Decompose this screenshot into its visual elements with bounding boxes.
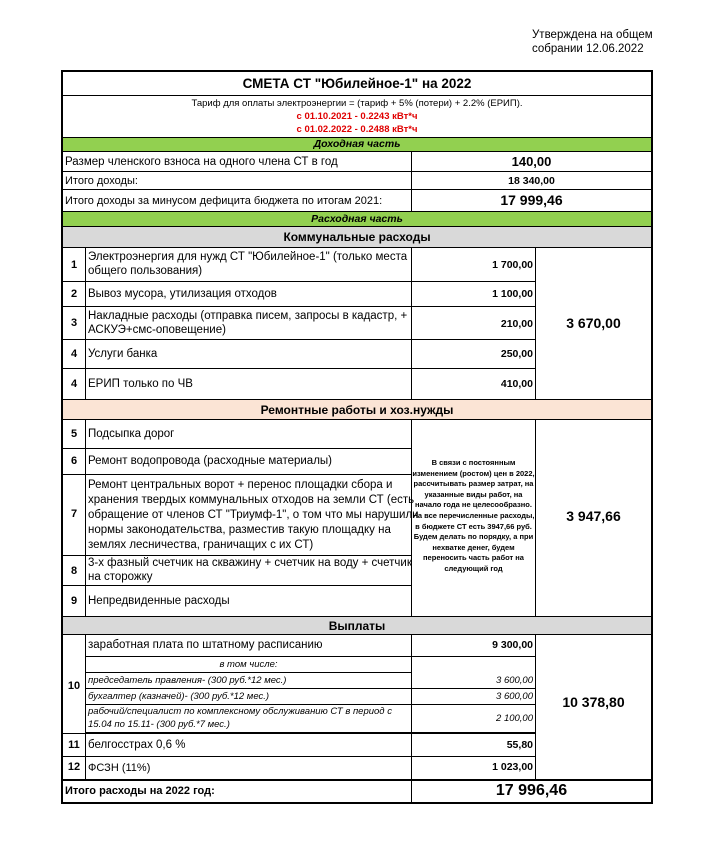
- expense-header: [63, 212, 651, 227]
- row-number: 7: [70, 508, 78, 520]
- payouts-total: 10 378,80: [562, 694, 625, 710]
- utilities-header-label: Коммунальные расходы: [283, 230, 431, 244]
- note-line: На все перечисленные расходы,: [412, 510, 535, 520]
- row-label: 15.04 по 15.11- (300 руб.*7 мес.): [88, 719, 230, 730]
- including-label: в том числе:: [219, 659, 278, 670]
- note-line: переносить часть работ на: [423, 553, 524, 563]
- row-value: 210,00: [500, 318, 533, 330]
- repair-row: [63, 420, 412, 449]
- row-label: Подсыпка дорог: [88, 428, 175, 440]
- note-line: в бюджете СТ есть 3947,66 руб.: [415, 521, 532, 531]
- payouts-section: [63, 635, 651, 779]
- row-label: Накладные расходы (отправка писем, запросы в кадастр, +: [88, 310, 408, 322]
- row-value: 3 600,00: [496, 691, 533, 702]
- income-header-label: Доходная часть: [313, 138, 401, 150]
- row-label: 3-х фазный счетчик на скважину + счетчик на воду + счетчик: [88, 557, 412, 569]
- note-line: изменением (ростом) цен в 2022,: [412, 468, 535, 478]
- sub-row: [85, 673, 535, 689]
- note-line: В связи с постоянным: [431, 458, 516, 467]
- approval-line-1: Утверждена на общем: [532, 29, 653, 41]
- row-value: 3 600,00: [496, 675, 533, 686]
- row-number: 5: [70, 428, 78, 440]
- income-header: [63, 138, 651, 152]
- expense-header-label: Расходная часть: [311, 213, 403, 225]
- income-row-value: 18 340,00: [508, 175, 555, 187]
- row-number: 2: [70, 288, 78, 300]
- income-row-label: Итого доходы:: [65, 175, 138, 187]
- row-value: 2 100,00: [496, 713, 533, 724]
- row-value: 250,00: [500, 348, 533, 360]
- utility-row: [63, 369, 535, 399]
- repair-row: [63, 556, 412, 586]
- row-label: Непредвиденные расходы: [88, 595, 230, 607]
- income-row: [63, 172, 651, 190]
- row-label: рабочий/специалист по комплексному обслуживанию СТ в период с: [88, 706, 392, 717]
- tariff-formula: Тариф для оплаты электроэнергии = (тариф + 5% (потери) + 2.2% (ЕРИП).: [191, 98, 523, 109]
- row-label: бухгалтер (казначей)- (300 руб.*12 мес.): [88, 691, 270, 702]
- row-number: 9: [70, 595, 78, 607]
- repairs-header: [63, 399, 651, 420]
- payouts-header-label: Выплаты: [328, 619, 386, 633]
- income-row-value: 140,00: [511, 154, 552, 169]
- note-line: рассчитывать размер затрат, на: [413, 479, 534, 489]
- income-row-value: 17 999,46: [500, 192, 563, 208]
- row-number: 10: [67, 680, 81, 692]
- row-label: землях лесничества, граничащих с их СТ): [88, 539, 314, 551]
- row-label: Электроэнергия для нужд СТ "Юбилейное-1" (только места: [88, 251, 408, 263]
- row-number: 8: [70, 565, 78, 577]
- row-number: 6: [70, 455, 78, 467]
- row-label: ЕРИП только по ЧВ: [88, 378, 193, 390]
- approval-line-2: собрании 12.06.2022: [532, 43, 644, 55]
- row-label: председатель правления- (300 руб.*12 мес.): [88, 675, 287, 686]
- row-label: хранения твердых коммунальных отходов на земли СТ (есть: [88, 494, 415, 506]
- repair-row: [63, 586, 412, 616]
- row-value: 1 700,00: [492, 259, 533, 271]
- repairs-section: [63, 420, 651, 616]
- income-row-label: Размер членского взноса на одного члена СТ в год: [65, 156, 338, 168]
- repairs-header-label: Ремонтные работы и хоз.нужды: [260, 403, 454, 417]
- row-value: 55,80: [506, 739, 533, 751]
- note-line: следующий год: [444, 563, 503, 573]
- grand-total-label: Итого расходы на 2022 год:: [65, 785, 215, 797]
- row-value: 1 100,00: [492, 288, 533, 300]
- grand-total-row: [63, 779, 651, 802]
- row-label: ФСЗН (11%): [88, 762, 151, 774]
- salary-row: [85, 635, 535, 657]
- row-number: 1: [70, 259, 78, 271]
- row-number: 3: [70, 317, 78, 329]
- row-value: 410,00: [500, 378, 533, 390]
- approval-note: [532, 28, 653, 56]
- payout-row: [63, 757, 535, 779]
- repairs-total: 3 947,66: [566, 508, 621, 524]
- utility-row: [63, 282, 535, 307]
- note-line: указанные виды работ, на: [424, 489, 523, 499]
- income-row: [63, 152, 651, 172]
- utility-row: [63, 248, 535, 282]
- row-label: обращение от членов СТ "Триумф-1", о том что мы нарушили: [88, 509, 419, 521]
- tariff-rate-1: с 01.10.2021 - 0.2243 кВт*ч: [296, 111, 418, 122]
- row-number: 11: [68, 739, 80, 751]
- sub-row: [85, 689, 535, 705]
- row-number: 4: [70, 348, 78, 360]
- row-label: Ремонт водопровода (расходные материалы): [88, 455, 333, 467]
- title-row: [63, 72, 651, 96]
- income-row-label: Итого доходы за минусом дефицита бюджета по итогам 2021:: [65, 195, 383, 207]
- row-label: Вывоз мусора, утилизация отходов: [88, 288, 277, 300]
- note-line: нехватке денег, будем: [432, 542, 515, 552]
- row-label: заработная плата по штатному расписанию: [88, 639, 323, 651]
- payout-row: [63, 734, 535, 757]
- repair-row: [63, 475, 419, 556]
- repair-row: [63, 449, 412, 475]
- row-number: 4: [70, 378, 78, 390]
- payouts-header: [63, 616, 651, 635]
- note-line: начало года не целесообразно.: [415, 500, 532, 510]
- tariff-block: [63, 96, 651, 138]
- grand-total-value: 17 996,46: [495, 782, 568, 799]
- utilities-total: 3 670,00: [566, 315, 621, 331]
- row-label: АСКУЭ+смс-оповещение): [88, 324, 226, 336]
- including-row: [85, 657, 412, 673]
- sub-row: [85, 705, 535, 733]
- row-value: 1 023,00: [492, 761, 533, 773]
- row-value: 9 300,00: [492, 639, 533, 651]
- repairs-note: [412, 458, 535, 588]
- page-title: СМЕТА СТ "Юбилейное-1" на 2022: [242, 76, 472, 91]
- utilities-header: [63, 227, 651, 248]
- row-label: Ремонт центральных ворот + перенос площадки сбора и: [88, 479, 393, 491]
- row-label: на сторожку: [88, 571, 153, 583]
- income-row: [63, 190, 651, 212]
- note-line: Будем делать по порядку, а при: [413, 532, 534, 542]
- row-label: Услуги банка: [88, 348, 158, 360]
- utilities-section: [63, 248, 651, 399]
- utility-row: [63, 340, 535, 369]
- row-label: белгосстрах 0,6 %: [88, 739, 186, 751]
- row-number: 12: [67, 761, 81, 773]
- row-label: нормы законодательства, разместив такую площадку на: [88, 524, 391, 536]
- utility-row: [63, 307, 535, 340]
- tariff-rate-2: с 01.02.2022 - 0.2488 кВт*ч: [296, 124, 418, 135]
- row-label: общего пользования): [88, 265, 203, 277]
- budget-table: [61, 70, 653, 804]
